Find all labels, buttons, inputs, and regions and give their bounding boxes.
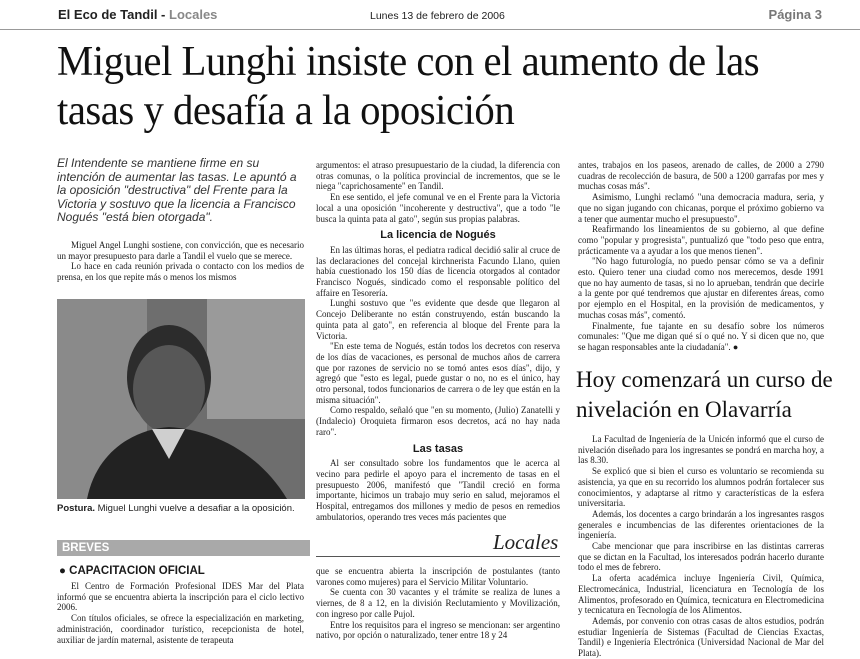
paragraph: que se encuentra abierta la inscripción de postulantes (tanto varones como mujeres) para el Servicio Militar Voluntario.	[316, 566, 560, 587]
second-headline: Hoy comenzará un curso de nivelación en Olavarría	[576, 367, 833, 422]
breves-title: ● CAPACITACION OFICIAL	[59, 565, 205, 577]
column-2	[316, 160, 560, 523]
paragraph: Miguel Angel Lunghi sostiene, con convicción, que es necesario un mayor presupuesto para darle a Tandil el vuelo que se merece.	[57, 240, 304, 261]
main-headline: Miguel Lunghi insiste con el aumento de las tasas y desafía a la oposición	[57, 39, 760, 134]
paragraph: argumentos: el atraso presupuestario de la ciudad, la diferencia con otras comunas, o la política provincial de incrementos, que se le niega "caprichosamente" en Tandil.	[316, 160, 560, 192]
article-photo	[57, 299, 305, 499]
paragraph: Cabe mencionar que para inscribirse en las distintas carreras que se dictan en la Facultad, los interesados podrán hacerlo durante todo el mes de febrero.	[578, 541, 824, 573]
breves-body	[57, 581, 304, 645]
column-1	[57, 240, 304, 283]
article2-body	[578, 434, 824, 659]
section-name: Locales	[169, 7, 218, 22]
paragraph: Se explicó que si bien el curso es voluntario se recomienda su asistencia, ya que en su recorrido los alumnos podrán fortalecer sus conocimientos, y adaptarse al ritmo y características de la esfera universitaria.	[578, 466, 824, 509]
paragraph: Asimismo, Lunghi reclamó "una democracia madura, seria, y que no sigan jugando con chicanas, porque el próximo gobierno va a tener que aumentar mucho el presupuesto".	[578, 192, 824, 224]
paragraph: Además, por convenio con otras casas de altos estudios, podrán estudiar Ingeniería de Sistemas (Facultad de Ciencias Exactas, Tandil) e Ingeniería Electrónica (Universidad Nacional de Mar del Plata).	[578, 615, 824, 659]
paragraph: Con títulos oficiales, se ofrece la especialización en marketing, administración, coordinador turístico, recepcionista de hotel, auxiliar de jardín maternal, asistente de terapeuta	[57, 613, 304, 645]
divider	[316, 556, 560, 557]
paragraph: "En este tema de Nogués, están todos los decretos con reserva de los días de vacaciones, es personal de muchos años de carrera que por razones de servicio no se tomó antes esos días", dijo, y agregó que "esto es legal, puede gustar o no, no es el único, hay otro personal, todos funcionarios de carrera o de ley que están en la misma situación".	[316, 341, 560, 405]
page-number: Página 3	[768, 7, 822, 22]
paragraph: Reafirmando los lineamientos de su gobierno, al que define como "popular y progresista", puntualizó que "todo peso que entra, prácticamente va a ayudar a los que menos tienen".	[578, 224, 824, 256]
page-header	[0, 0, 860, 30]
paragraph: Finalmente, fue tajante en su desafío sobre los números comunales: "Que me digan qué sí o qué no. Y si dicen que no, que se hagan responsables ante la ciudadanía". ●	[578, 320, 824, 352]
paragraph: Como respaldo, señaló que "en su momento, (Julio) Zanatelli y (Indalecio) Oroquieta firmaron esos decretos, acá no hay nada raro".	[316, 405, 560, 437]
issue-date: Lunes 13 de febrero de 2006	[370, 10, 505, 22]
paragraph: En las últimas horas, el pediatra radical decidió salir al cruce de las declaraciones del concejal kirchnerista Facundo Llano, quien había cuestionado los 150 días de licencia otorgados al contador Francisco Nogués, sindicado como el responsable político del affaire en Tesorería.	[316, 244, 560, 298]
paragraph: El Centro de Formación Profesional IDES Mar del Plata informó que se encuentra abierta la inscripción para el ciclo lectivo 2006.	[57, 581, 304, 613]
photo-caption: Postura. Miguel Lunghi vuelve a desafiar a la oposición.	[57, 503, 295, 514]
paragraph: Se cuenta con 30 vacantes y el trámite se realiza de lunes a viernes, de 8 a 12, en la división Reclutamiento y Movilización, con ingreso por calle Pujol.	[316, 587, 560, 619]
article-lede: El Intendente se mantiene firme en su intención de aumentar las tasas. Le apuntó a la oposición "destructiva" del Frente para la Victoria y sostuvo que la licencia a Francisco Nogués "está bien otorgada".	[57, 156, 297, 225]
paragraph: Lunghi sostuvo que "es evidente que desde que llegaron al Concejo Deliberante no están construyendo, están buscando la quinta pata al gato", en referencia al bloque del Frente para la Victoria.	[316, 298, 560, 341]
subheading-tasas: Las tasas	[412, 442, 464, 455]
paragraph: En ese sentido, el jefe comunal ve en el Frente para la Victoria local a una oposición "incoherente y destructiva", que a todo "le busca la quinta pata al gato", según sus propias palabras.	[316, 192, 560, 224]
paragraph: Lo hace en cada reunión privada o contacto con los medios de prensa, en los que repite más o menos los mismos	[57, 261, 304, 283]
paragraph: antes, trabajos en los paseos, arenado de calles, de 2000 a 2790 cuadras de recolección de basura, de 500 a 1200 garrafas por mes y muchas cosas más".	[578, 160, 824, 192]
bullet-icon: ●	[59, 565, 66, 577]
subheading-licencia: La licencia de Nogués	[380, 229, 496, 242]
locales-label: Locales	[493, 530, 559, 554]
paragraph: Además, los docentes a cargo brindarán a los ingresantes rasgos generales e incumbencias de las diferentes orientaciones de la ingeniería.	[578, 508, 824, 541]
breves-column-2	[316, 566, 560, 645]
paragraph: Entre los requisitos para el ingreso se mencionan: ser argentino nativo, por opción o naturalizado, tener entre 18 y 24	[316, 619, 560, 641]
paper-name: El Eco de Tandil - Locales	[58, 7, 218, 22]
breves-bar: BREVES	[57, 540, 310, 556]
paragraph: "No hago futurología, no puedo pensar cómo se va a definir esto. Quiero tener una ciudad como nos merecemos, desde 1991 que no hay aumento de tasas, si no lo aprueban, tendrán que decirle a la gente por qué tendremos que ajustar en diferentes áreas, como por ejemplo en el Hospital, en la provisión de medicamentos, y muchas cosas más", comentó.	[578, 256, 824, 320]
paragraph: La Facultad de Ingeniería de la Unicén informó que el curso de nivelación diseñado para los ingresantes se pondrá en marcha hoy, a las 8.30.	[578, 434, 824, 466]
column-3	[578, 160, 824, 353]
paragraph: La oferta académica incluye Ingeniería Civil, Química, Electromecánica, Industrial, licenciatura en Tecnología de los Alimentos, profesorado en Química, tecnicatura en Electromedicina y tecnicatura en Tecnología de los Alimentos.	[578, 573, 824, 616]
paragraph: Al ser consultado sobre los fundamentos que le acerca al vecino para pedirle el apoyo para el incremento de tasas en el presupuesto 2006, manifestó que "Tandil creció en forma importante, hicimos un trabajo muy serio en salud, mejoramos el Hospital, entregamos dos millones y medio de pesos en remedios ambulatorios, operando tres veces más pacientes que	[316, 458, 560, 522]
